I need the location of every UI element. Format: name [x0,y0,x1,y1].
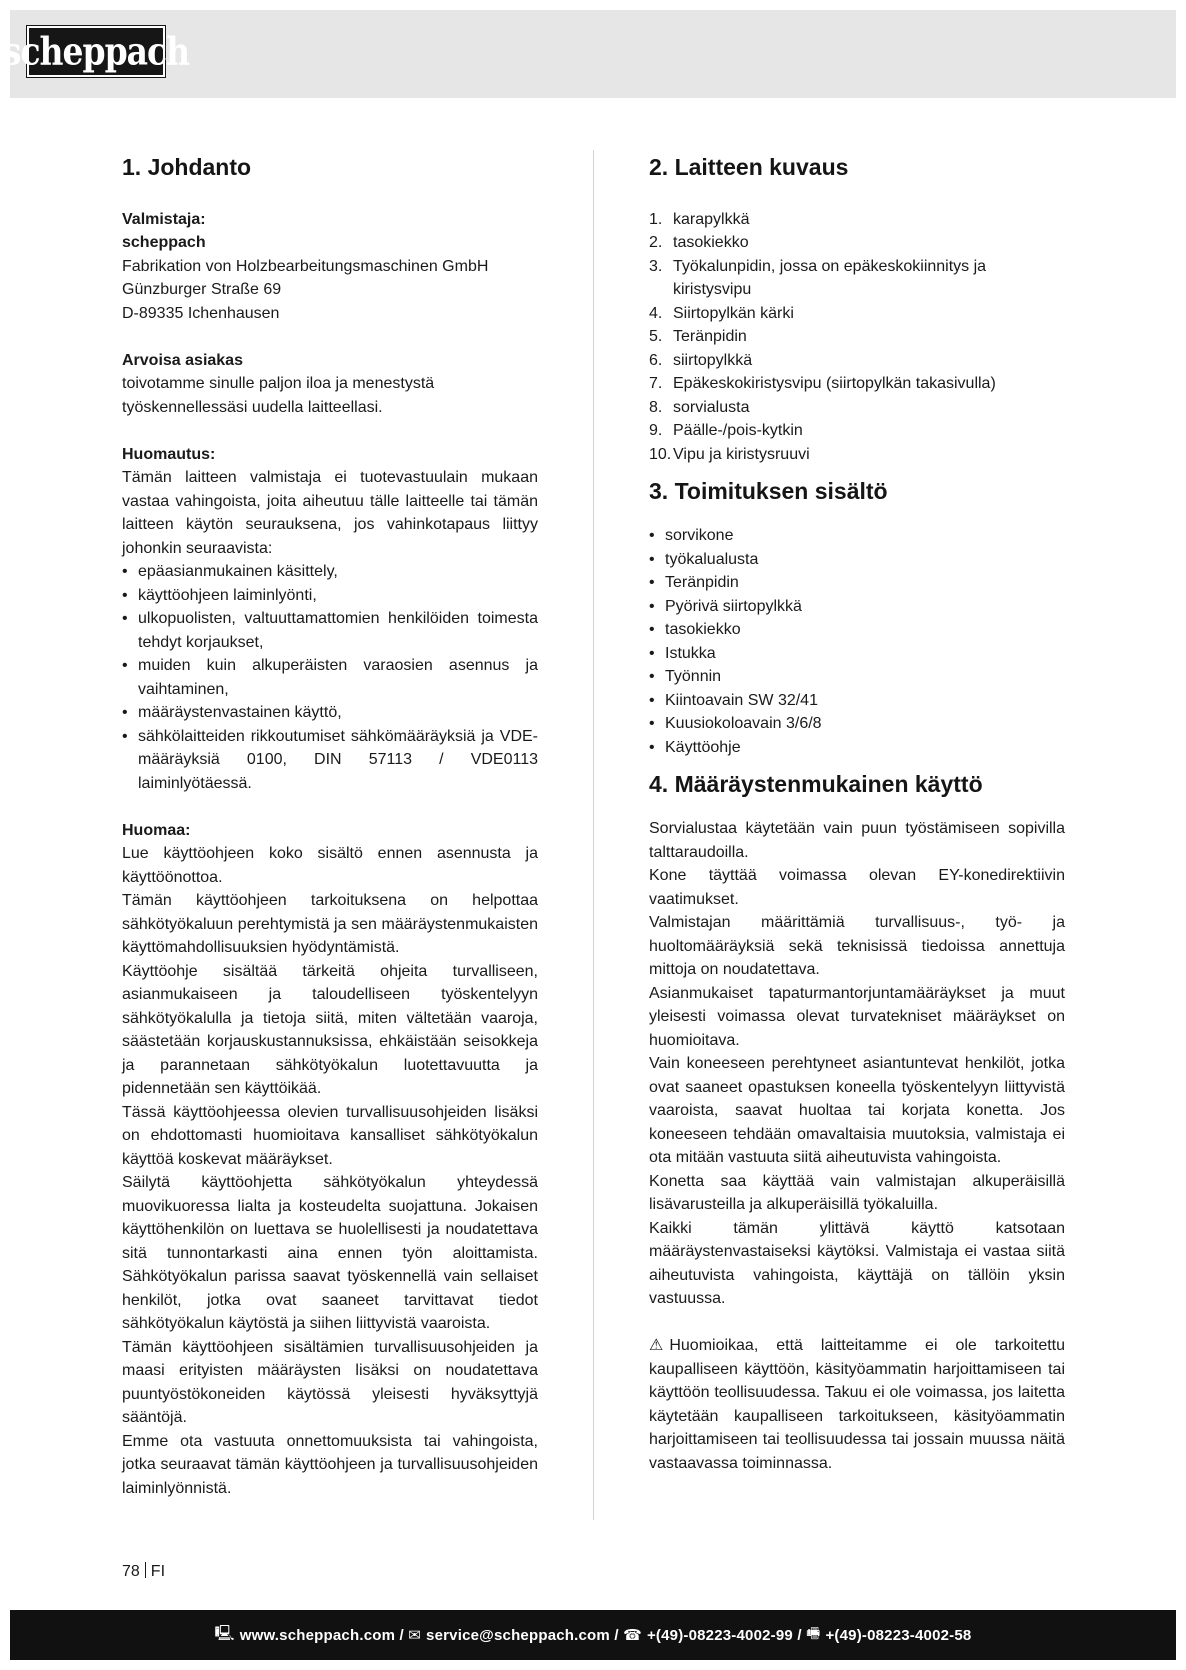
list-item: • työkalualusta [649,548,1065,572]
usage-paragraph: Asianmukaiset tapaturmantorjuntamääräykset ja muut yleisesti voimassa olevat turvatekniset määräykset on huomioitava. [649,984,1065,1049]
page-number-value: 78 [122,1563,140,1580]
address-line: Fabrikation von Holzbearbeitungsmaschinen GmbH [122,257,489,275]
list-item: • käyttöohjeen laiminlyönti, [122,584,538,608]
page-footer [10,1610,1176,1660]
list-item: • tasokiekko [649,618,1065,642]
note-paragraph: Lue käyttöohjeen koko sisältö ennen asennusta ja käyttöönottoa. [122,845,538,886]
logo-text: scheppach [2,29,190,74]
phone-icon: ☎ [623,1627,642,1644]
note-paragraph: Käyttöohje sisältää tärkeitä ohjeita turvalliseen, asianmukaiseen ja taloudelliseen työskentelyyn sähkötyökalulla ja tietoja siitä, miten vältetään vaaroja, säästetään korjauskustannuksissa, ehkäistään seisokkeja ja parannetaan sähkötyökalun luotettavuutta ja pidennetään sen käyttöikää. [122,962,538,1097]
address-line: D-89335 Ichenhausen [122,304,280,322]
note-heading: Huomaa: [122,821,191,839]
manufacturer-name: scheppach [122,234,206,251]
notice-heading: Huomautus: [122,445,216,463]
list-item: 2. tasokiekko [649,234,749,251]
list-item: 4. Siirtopylkän kärki [649,304,794,322]
note-paragraph: Tässä käyttöohjeessa olevien turvallisuusohjeiden lisäksi on ehdottomasti huomioitava kansalliset sähkötyökalun käyttöä koskevat määräykset. [122,1103,538,1168]
usage-paragraph: Kone täyttää voimassa olevan EY-konedirektiivin vaatimukset. [649,867,1065,908]
page-header [2,10,1176,98]
list-item: • sorvikone [649,524,1065,548]
device-parts-list [649,208,1065,467]
scheppach-logo [2,26,190,77]
usage-paragraph: Valmistajan määrittämiä turvallisuus-, työ- ja huoltomääräyksiä sekä teknisissä tiedoissa annettuja mittoja on noudatettava. [649,914,1065,978]
list-item: • sähkölaitteiden rikkoutumiset sähkömääräyksiä ja VDE-määräyksiä 0100, DIN 57113 / VDE0113 laiminlyötäessä. [122,725,538,796]
warning-text: Huomioikaa, että laitteitamme ei ole tarkoitettu kaupalliseen käyttöön, käsityöammatin harjoittamiseen tai käyttöön teollisuudessa. Takuu ei ole voimassa, jos laitetta käytetään kaupalliseen tarkoitukseen, käsityöammatin harjoittamiseen tai teollisuudessa tai jossain muussa näitä vastaavassa toiminnassa. [649,1337,1065,1472]
page-language: FI [150,1563,166,1580]
column-divider [593,150,594,1520]
list-item: • muiden kuin alkuperäisten varaosien asennus ja vaihtaminen, [122,654,538,701]
list-item: 9. Päälle-/pois-kytkin [649,422,803,439]
list-item: • Teränpidin [649,571,1065,595]
list-item: • ulkopuolisten, valtuuttamattomien henkilöiden toimesta tehdyt korjaukset, [122,607,538,654]
fax-icon: 🖷 [806,1624,821,1642]
greeting-heading: Arvoisa asiakas [122,351,243,369]
left-column [122,150,538,1500]
section-4-title: 4. Määräystenmukainen käyttö [649,771,983,797]
footer-phone: +(49)-08223-4002-99 / [646,1626,802,1644]
address-line: Günzburger Straße 69 [122,281,282,298]
notice-list [122,560,538,795]
list-item: • Pyörivä siirtopylkkä [649,595,1065,619]
list-item: 1. karapylkkä [649,210,750,228]
warning-paragraph [649,1334,1065,1475]
list-item: • määräystenvastainen käyttö, [122,701,538,725]
list-item: • Kiintoavain SW 32/41 [649,689,1065,713]
list-item: • Käyttöohje [649,736,1065,760]
list-item: 3. Työkalunpidin, jossa on epäkeskokiinnitys ja kiristysvipu [649,257,987,298]
note-paragraph: Tämän käyttöohjeen tarkoituksena on helpottaa sähkötyökaluun perehtymistä ja sen määräystenmukaisten käyttömahdollisuuksien hyödyntämistä. [122,892,538,956]
greeting-text: toivotamme sinulle paljon iloa ja menestystä työskennellessäsi uudella laitteellasi. [122,375,435,416]
list-item: • Istukka [649,642,1065,666]
warning-icon: ⚠ [649,1337,664,1354]
list-item: • Työnnin [649,665,1065,689]
delivery-contents-list [649,524,1065,759]
page-number [122,1560,165,1584]
note-paragraph: Emme ota vastuuta onnettomuuksista tai vahingoista, jotka seuraavat tämän käyttöohjeen ja turvallisuusohjeiden laiminlyönnistä. [122,1432,538,1497]
footer-fax: +(49)-08223-4002-58 [825,1626,972,1644]
notice-text: Tämän laitteen valmistaja ei tuotevastuulain mukaan vastaa vahingoista, joita aiheutuu tälle laitteelle tai tämän laitteen käytön seurauksena, jos vahinkotapaus liittyy johonkin seuraavista: [122,469,538,557]
usage-paragraph: Kaikki tämän ylittävä käyttö katsotaan määräystenvastaiseksi käytöksi. Valmistaja ei vastaa siitä aiheutuvista vahingoista, käyttäjä on tällöin yksin vastuussa. [649,1219,1065,1307]
web-icon: 🖳 [214,1624,235,1642]
list-item: 6. siirtopylkkä [649,351,753,369]
mail-icon: ✉ [408,1627,422,1644]
manufacturer-label: Valmistaja: [122,210,206,228]
list-item: 7. Epäkeskokiristysvipu (siirtopylkän takasivulla) [649,375,996,392]
section-2-title: 2. Laitteen kuvaus [649,154,849,180]
footer-email: service@scheppach.com / [426,1626,619,1644]
note-paragraph: Säilytä käyttöohjetta sähkötyökalun yhteydessä muovikuoressa lialta ja kosteudelta suojattuna. Jokaisen käyttöhenkilön on luettava se huolellisesti ja noudatettava sitä tunnontarkasti aina ennen työn aloittamista. Sähkötyökalun parissa saavat työskennellä vain sellaiset henkilöt, jotka ovat saaneet tarvittavat tiedot sähkötyökalun käytöstä ja siihen liittyvistä vaaroista. [122,1174,538,1332]
section-1-title: 1. Johdanto [122,154,252,180]
page-number-separator [145,1562,146,1578]
note-paragraph: Tämän käyttöohjeen sisältämien turvallisuusohjeiden ja maasi erityisten määräysten lisäksi on noudatettava puuntyöstökoneiden käytössä yleisesti hyväksyttyjä sääntöjä. [122,1338,538,1426]
section-3-title: 3. Toimituksen sisältö [649,478,888,504]
list-item: 5. Teränpidin [649,328,747,345]
list-item: • epäasianmukainen käsittely, [122,560,538,584]
list-item: • Kuusiokoloavain 3/6/8 [649,712,1065,736]
footer-website: www.scheppach.com / [239,1626,404,1644]
list-item: 8. sorvialusta [649,398,750,416]
usage-paragraph: Vain koneeseen perehtyneet asiantuntevat henkilöt, jotka ovat saaneet opastuksen koneella työskentelyyn liittyvistä vaaroista, saavat huoltaa tai korjata konetta. Jos koneeseen tehdään omavaltaisia muutoksia, valmistaja ei ota mitään vastuuta siitä aiheutuvista vahingoista. [649,1055,1065,1166]
list-item: 10. Vipu ja kiristysruuvi [649,445,810,463]
usage-paragraph: Konetta saa käyttää vain valmistajan alkuperäisillä lisävarusteilla ja alkuperäisillä työkaluilla. [649,1172,1065,1213]
usage-paragraph: Sorvialustaa käytetään vain puun työstämiseen sopivilla talttaraudoilla. [649,820,1065,861]
right-column [649,150,1065,1475]
